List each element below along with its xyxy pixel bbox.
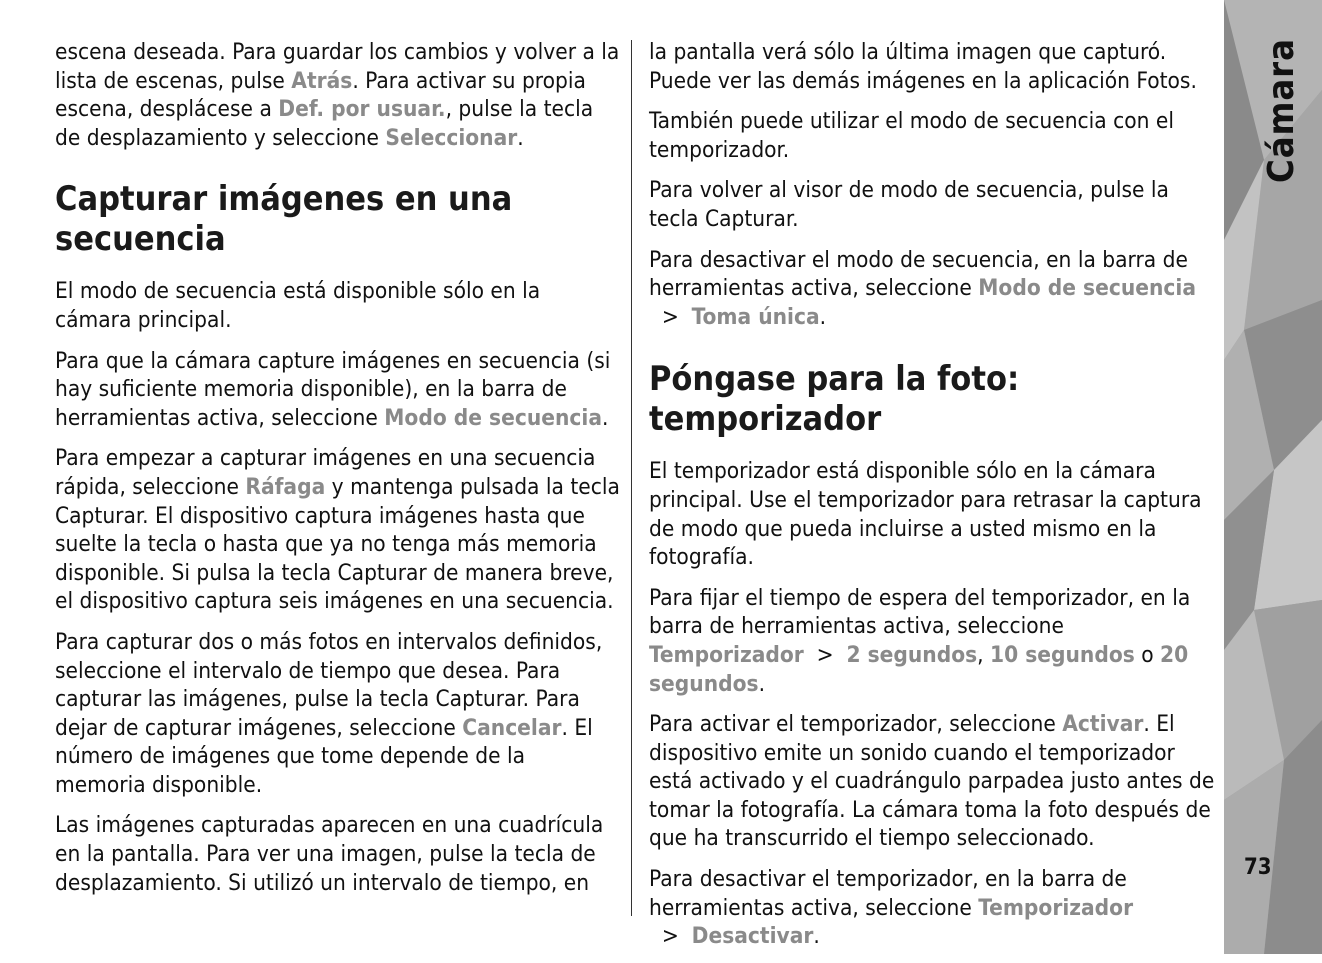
menu-term-desactivar: Desactivar bbox=[691, 923, 814, 950]
chapter-title: Cámara bbox=[1261, 38, 1302, 184]
section-heading-timer: Póngase para la foto: temporizador bbox=[649, 359, 1020, 440]
left-column bbox=[55, 38, 621, 909]
paragraph-last-image: la pantalla verá sólo la última imagen que capturó. Puede ver las demás imágenes en la aplicación Fotos. bbox=[649, 39, 1197, 94]
column-divider bbox=[631, 40, 632, 916]
paragraph-timer-disable: Para desactivar el temporizador, en la barra de herramientas activa, seleccione Temporizador > Desactivar. bbox=[649, 866, 1134, 950]
paragraph-grid: Las imágenes capturadas aparecen en una cuadrícula en la pantalla. Para ver una imagen, pulse la tecla de desplazamiento. Si utilizó un intervalo de tiempo, en bbox=[55, 812, 604, 896]
paragraph-scene-save: escena deseada. Para guardar los cambios y volver a la lista de escenas, pulse Atrás. Para activar su propia escena, desplácese a Def. por usuar., pulse la tecla de desplazamiento y seleccione Seleccionar. bbox=[55, 39, 620, 151]
menu-path-separator: > bbox=[803, 641, 847, 668]
menu-term-seleccionar: Seleccionar bbox=[385, 124, 518, 151]
menu-term-modo-de-secuencia: Modo de secuencia bbox=[978, 275, 1196, 302]
menu-term-toma-unica: Toma única bbox=[691, 303, 820, 330]
paragraph-sequence-availability: El modo de secuencia está disponible sólo en la cámara principal. bbox=[55, 278, 541, 333]
menu-term-10-segundos: 10 segundos bbox=[990, 641, 1135, 668]
menu-term-activar: Activar bbox=[1062, 711, 1144, 738]
paragraph-sequence-enable: Para que la cámara capture imágenes en secuencia (si hay suficiente memoria disponible), en la barra de herramientas activa, seleccione Modo de secuencia. bbox=[55, 347, 611, 431]
menu-term-temporizador: Temporizador bbox=[978, 894, 1134, 921]
paragraph-timer-availability: El temporizador está disponible sólo en la cámara principal. Use el temporizador para retrasar la captura de modo que pueda incluirse a usted mismo en la fotografía. bbox=[649, 458, 1202, 571]
right-column bbox=[649, 38, 1215, 963]
menu-term-modo-de-secuencia: Modo de secuencia bbox=[384, 404, 602, 431]
menu-term-20-segundos: 20 segundos bbox=[649, 641, 1189, 697]
chapter-sidebar bbox=[1224, 0, 1322, 954]
page-number: 73 bbox=[1244, 855, 1272, 880]
paragraph-sequence-disable: Para desactivar el modo de secuencia, en la barra de herramientas activa, seleccione Modo de secuencia > Toma única. bbox=[649, 246, 1196, 330]
section-heading-sequence: Capturar imágenes en una secuencia bbox=[55, 179, 513, 260]
menu-term-atras: Atrás bbox=[291, 67, 353, 94]
menu-path-separator: > bbox=[649, 303, 692, 330]
menu-term-rafaga: Ráfaga bbox=[245, 473, 326, 500]
paragraph-intervals: Para capturar dos o más fotos en intervalos definidos, seleccione el intervalo de tiempo que desea. Para capturar las imágenes, pulse la tecla Capturar. Para dejar de capturar imágenes, seleccione Cancelar. El número de imágenes que tome depende de la memoria disponible. bbox=[55, 628, 603, 798]
paragraph-timer-set: Para fijar el tiempo de espera del temporizador, en la barra de herramientas activa, seleccione Temporizador > 2 segundos, 10 segundos o 20 segundos. bbox=[649, 584, 1191, 697]
paragraph-return-viewer: Para volver al visor de modo de secuencia, pulse la tecla Capturar. bbox=[649, 177, 1169, 232]
menu-path-separator: > bbox=[649, 923, 692, 950]
paragraph-sequence-timer: También puede utilizar el modo de secuencia con el temporizador. bbox=[649, 108, 1174, 163]
menu-term-temporizador: Temporizador bbox=[649, 641, 804, 668]
menu-term-2-segundos: 2 segundos bbox=[846, 641, 978, 668]
menu-term-def-por-usuar: Def. por usuar. bbox=[278, 96, 446, 123]
menu-term-cancelar: Cancelar bbox=[462, 714, 562, 741]
paragraph-timer-activate: Para activar el temporizador, seleccione Activar. El dispositivo emite un sonido cuando el temporizador está activado y el cuadrángulo parpadea justo antes de tomar la fotografía. La cámara toma la foto después de que ha transcurrido el tiempo seleccionado. bbox=[649, 711, 1215, 852]
paragraph-burst: Para empezar a capturar imágenes en una secuencia rápida, seleccione Ráfaga y mantenga pulsada la tecla Capturar. El dispositivo captura imágenes hasta que suelte la tecla o hasta que ya no tenga más memoria disponible. Si pulsa la tecla Capturar de manera breve, el dispositivo captura seis imágenes en una secuencia. bbox=[55, 445, 620, 615]
